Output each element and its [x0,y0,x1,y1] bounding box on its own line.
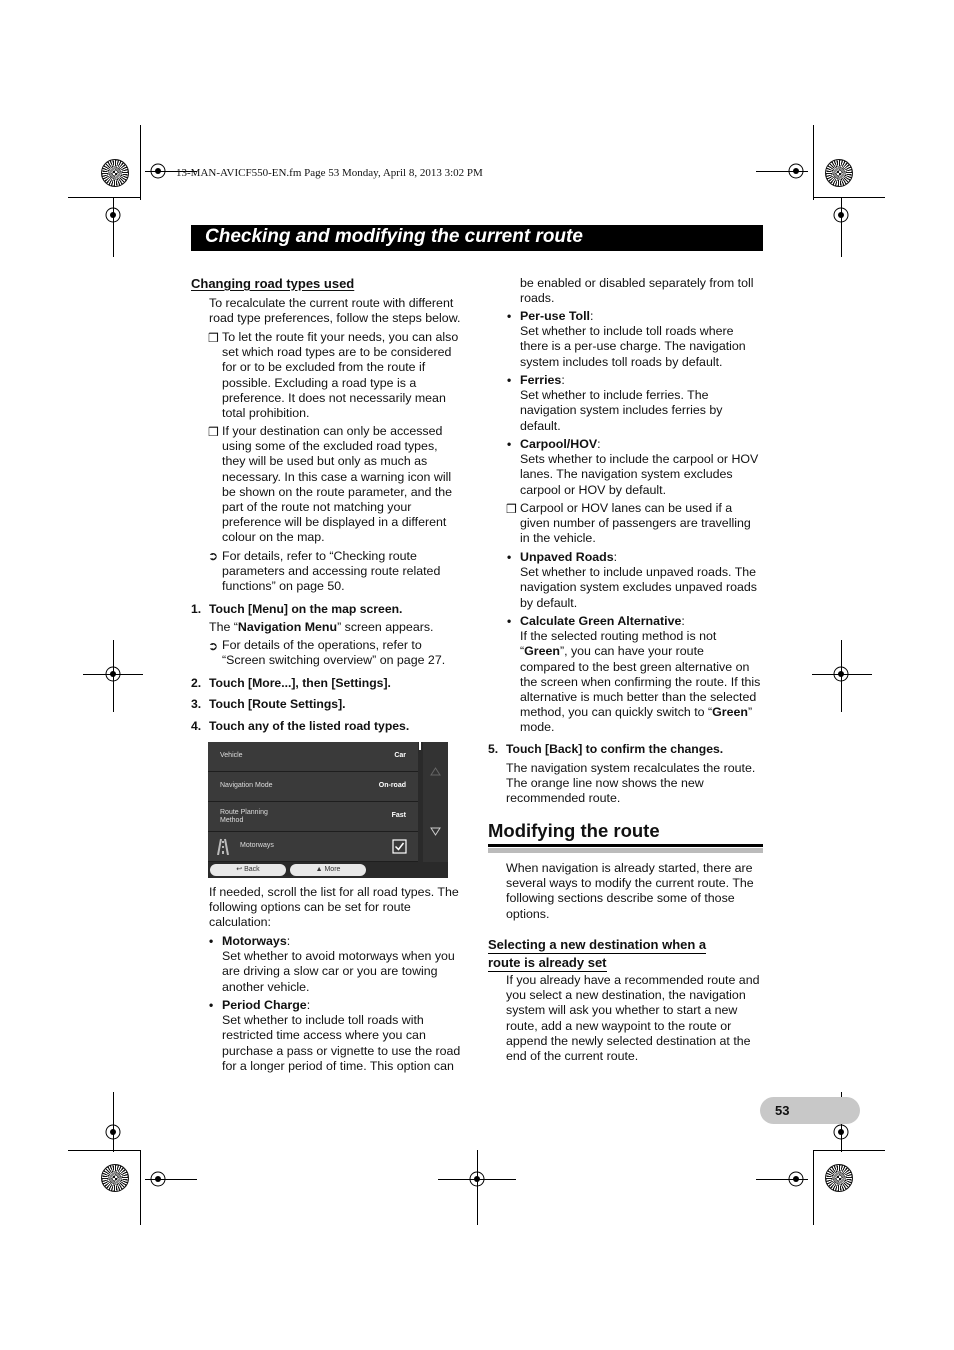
registration-target-icon [830,663,852,685]
section-title: Modifying the route [488,820,660,841]
bullet-icon: • [209,934,214,948]
section-heading: Changing road types used [191,276,355,291]
option-period-charge: Period Charge: Set whether to include toll roads with restricted time access where you can purchase a pass or vignette to use the road for a longer period of time. This option can [222,998,461,1073]
more-button[interactable]: ▲ More [290,864,366,876]
divider [488,848,763,853]
registration-target-icon [147,1168,169,1190]
step-3: 3. Touch [Route Settings]. [191,697,346,711]
step-5: 5. Touch [Back] to confirm the changes. [488,742,724,756]
registration-target-icon [102,663,124,685]
option-ferries: Ferries: Set whether to include ferries. The navigation system includes ferries by default. [520,373,723,433]
note-paragraph: Carpool or HOV lanes can be used if a given number of passengers are travelling in the vehicle. [520,501,751,546]
option-per-use-toll: Per-use Toll: Set whether to include toll roads where there is a per-use charge. The navigation system includes toll roads by default. [520,309,746,369]
registration-target-icon [830,1121,852,1143]
step-5-result: The navigation system recalculates the route. The orange line now shows the new recommended route. [506,761,756,806]
setting-row-navigation-mode[interactable]: Navigation Mode On-road [208,772,418,802]
continued-text: be enabled or disabled separately from toll roads. [520,276,754,306]
registration-target-icon [785,1168,807,1190]
registration-sunburst [825,1164,853,1192]
registration-target-icon [147,160,169,182]
bullet-icon: • [209,998,214,1012]
step-4: 4. Touch any of the listed road types. [191,719,410,733]
step-1-result: The “Navigation Menu” screen appears. [209,620,434,634]
back-arrow-icon: ↩ [236,866,243,873]
registration-target-icon [102,204,124,226]
route-settings-screen [208,742,448,878]
reference-paragraph: For details, refer to “Checking route parameters and accessing route related functions” on page 50. [222,549,441,594]
note-box-icon: ❒ [208,331,219,345]
reference-paragraph: For details of the operations, refer to “Screen switching overview” on page 27. [222,638,446,668]
modify-intro: When navigation is already started, there are several ways to modify the current route. The following sections describe some of those options. [506,861,754,921]
note-paragraph: To let the route fit your needs, you can also set which road types are to be considered for or to be excluded from the route if possible. Excluding a road type is a preference. It does not necessarily mean total prohibition. [222,330,459,421]
registration-sunburst [101,159,129,187]
registration-target-icon [785,160,807,182]
step-1: 1. Touch [Menu] on the map screen. [191,602,403,616]
bullet-icon: • [507,373,512,387]
note-box-icon: ❒ [506,502,517,516]
divider [488,844,763,847]
setting-row-vehicle[interactable]: Vehicle Car [208,742,418,772]
note-paragraph: If your destination can only be accessed using some of the excluded road types, they will be used but only as much as necessary. In this case a warning icon will be shown on the route parameter, and the part of the route not matching your preference will be displayed in a different colour on the map. [222,424,453,545]
bullet-icon: • [507,550,512,564]
registration-target-icon [830,204,852,226]
scroll-instructions: If needed, scroll the list for all road types. The following options can be set for route calculation: [209,885,459,930]
bullet-icon: • [507,614,512,628]
back-button[interactable]: ↩ Back [210,864,286,876]
registration-target-icon [466,1168,488,1190]
intro-text: To recalculate the current route with different road type preferences, follow the steps below. [209,296,461,326]
select-destination-text: If you already have a recommended route and you select a new destination, the navigation system will ask you whether to start a new route, add a new waypoint to the route or append the newly selected destination at the end of the current route. [506,973,760,1064]
option-unpaved-roads: Unpaved Roads: Set whether to include unpaved roads. The navigation system excludes unpaved roads by default. [520,550,757,610]
chapter-title-bar [191,225,763,251]
checkbox-checked-icon[interactable] [392,839,407,854]
registration-sunburst [101,1164,129,1192]
note-box-icon: ❒ [208,425,219,439]
step-2: 2. Touch [More...], then [Settings]. [191,676,391,690]
reference-arrow-icon: ➲ [208,549,219,563]
file-info: 13-MAN-AVICF550-EN.fm Page 53 Monday, April 8, 2013 3:02 PM [176,167,483,179]
motorway-icon [215,837,231,855]
setting-row-route-planning-method[interactable]: Route Planning Method Fast [208,802,418,832]
subsection-heading: Selecting a new destination when a route is already set [488,937,707,970]
chapter-title: Checking and modifying the current route [205,226,583,247]
chevron-up-icon: ▲ [315,866,323,873]
registration-sunburst [825,159,853,187]
bullet-icon: • [507,309,512,323]
scroll-up-icon[interactable] [430,767,441,776]
reference-arrow-icon: ➲ [208,639,219,653]
setting-row-motorways[interactable]: Motorways [208,832,418,862]
registration-target-icon [102,1121,124,1143]
scroll-down-icon[interactable] [430,827,441,836]
option-motorways: Motorways: Set whether to avoid motorways when you are driving a slow car or you are towing another vehicle. [222,934,455,994]
option-carpool-hov: Carpool/HOV: Sets whether to include the carpool or HOV lanes. The navigation system excludes carpool or HOV by default. [520,437,759,497]
scrollbar[interactable] [423,742,448,862]
page-number: 53 [775,1103,790,1118]
bullet-icon: • [507,437,512,451]
page-number-tab [760,1097,860,1124]
option-green-alternative: Calculate Green Alternative: If the selected routing method is not “Green”, you can have your route compared to the best green alternative on the screen when confirming the route. If this alternative is much better than the selected method, you can quickly switch to “Green” mode. [520,614,761,735]
